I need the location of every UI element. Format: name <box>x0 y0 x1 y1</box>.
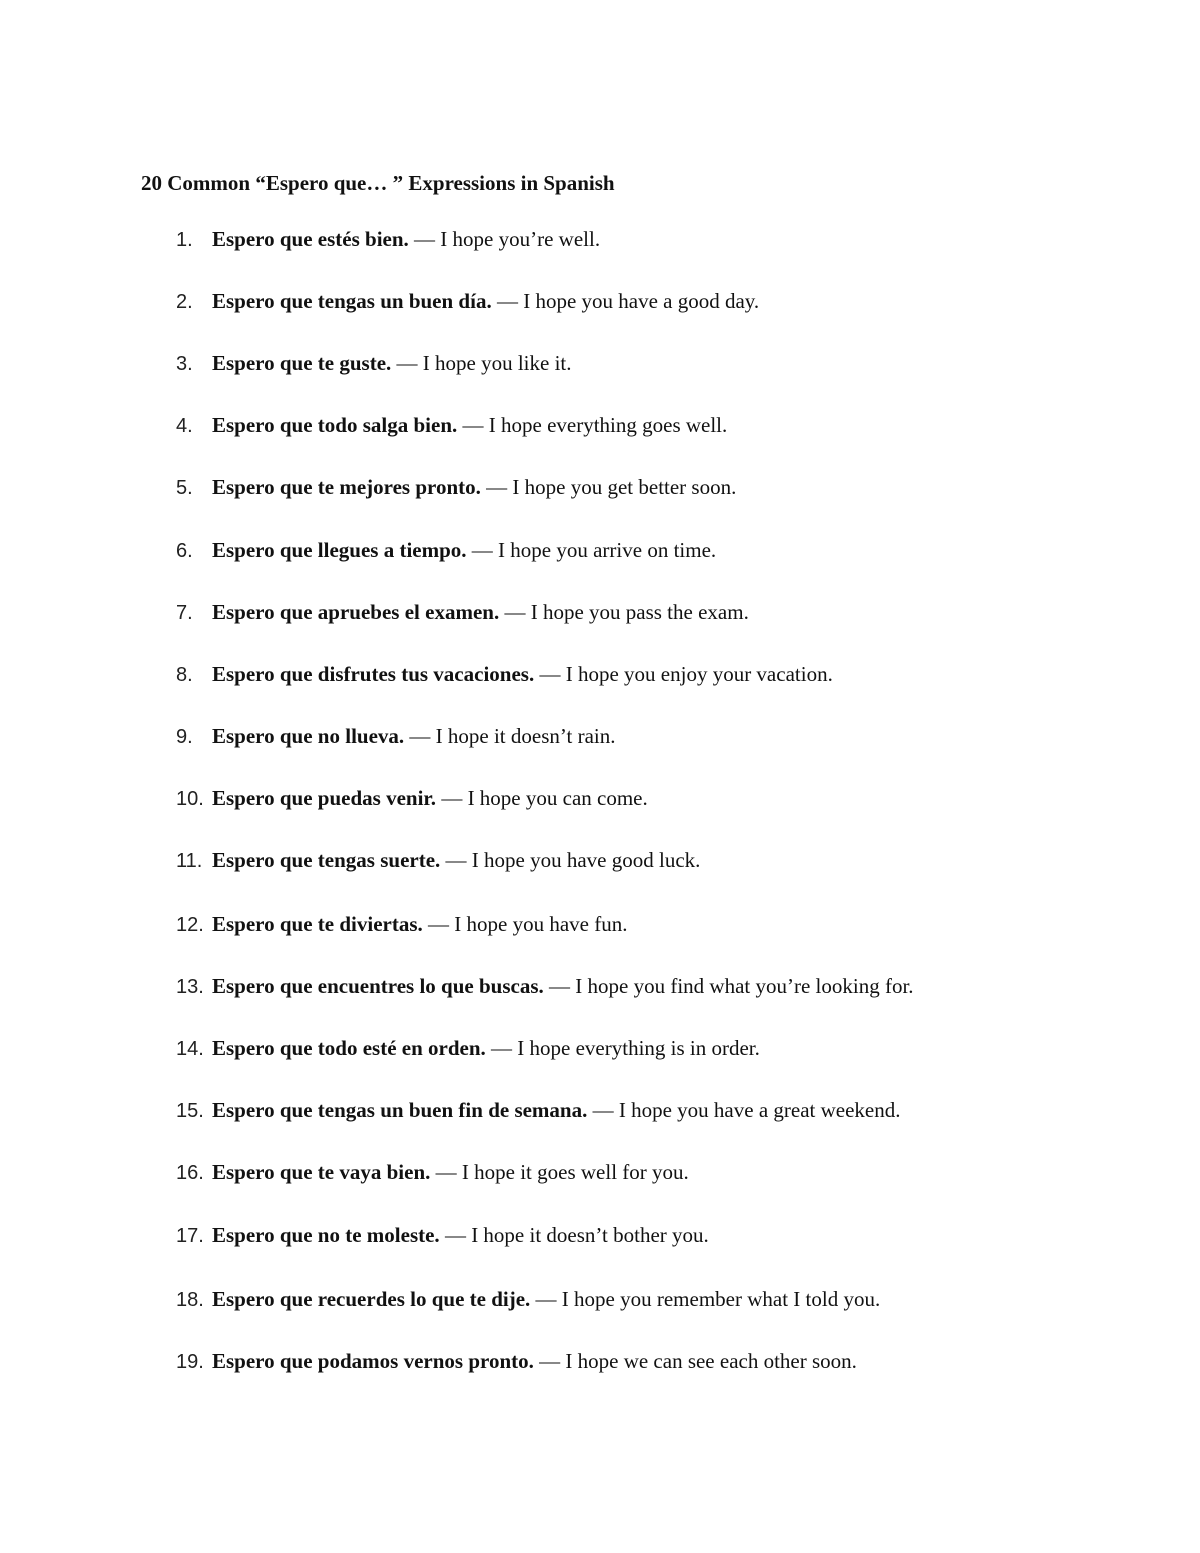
english-translation: — I hope you find what you’re looking for. <box>543 974 914 998</box>
spanish-phrase: Espero que te mejores pronto. <box>212 475 481 499</box>
english-translation: — I hope you have good luck. <box>440 848 701 872</box>
english-translation: — I hope you can come. <box>436 786 648 810</box>
english-translation: — I hope you get better soon. <box>480 475 737 499</box>
spanish-phrase: Espero que tengas un buen día. <box>212 289 492 313</box>
item-number: 6. <box>176 540 193 562</box>
item-number: 9. <box>176 726 193 748</box>
list-item <box>176 783 648 813</box>
english-translation: — I hope it goes well for you. <box>430 1160 689 1184</box>
spanish-phrase: Espero que tengas suerte. <box>212 848 441 872</box>
item-number: 8. <box>176 664 193 686</box>
list-item <box>176 845 700 875</box>
list-item <box>176 410 727 440</box>
list-item <box>176 286 759 316</box>
item-number: 2. <box>176 291 193 313</box>
item-number: 18. <box>176 1289 204 1311</box>
spanish-phrase: Espero que recuerdes lo que te dije. <box>212 1287 531 1311</box>
item-number: 16. <box>176 1162 204 1184</box>
spanish-phrase: Espero que te diviertas. <box>212 912 423 936</box>
spanish-phrase: Espero que todo salga bien. <box>212 413 458 437</box>
item-number: 3. <box>176 353 193 375</box>
spanish-phrase: Espero que te guste. <box>212 351 392 375</box>
list-item <box>176 659 833 689</box>
item-number: 11. <box>176 850 203 872</box>
spanish-phrase: Espero que disfrutes tus vacaciones. <box>212 662 535 686</box>
spanish-phrase: Espero que te vaya bien. <box>212 1160 431 1184</box>
list-item <box>176 1033 760 1063</box>
item-number: 1. <box>176 229 193 251</box>
item-number: 7. <box>176 602 193 624</box>
spanish-phrase: Espero que no te moleste. <box>212 1223 440 1247</box>
english-translation: — I hope you like it. <box>391 351 572 375</box>
english-translation: — I hope it doesn’t rain. <box>404 724 616 748</box>
english-translation: — I hope everything is in order. <box>485 1036 760 1060</box>
list-item <box>176 721 615 751</box>
list-item <box>176 348 572 378</box>
english-translation: — I hope you arrive on time. <box>466 538 717 562</box>
item-number: 15. <box>176 1100 204 1122</box>
spanish-phrase: Espero que llegues a tiempo. <box>212 538 467 562</box>
english-translation: — I hope you enjoy your vacation. <box>534 662 833 686</box>
list-item <box>176 535 716 565</box>
list-item <box>176 1284 880 1314</box>
document-title: 20 Common “Espero que… ” Expressions in Spanish <box>141 171 615 195</box>
spanish-phrase: Espero que encuentres lo que buscas. <box>212 974 544 998</box>
list-item <box>176 971 914 1001</box>
list-item <box>176 472 736 502</box>
list-item <box>176 1157 689 1187</box>
item-number: 14. <box>176 1038 204 1060</box>
item-number: 4. <box>176 415 193 437</box>
item-number: 17. <box>176 1225 204 1247</box>
list-item <box>176 1220 709 1250</box>
item-number: 19. <box>176 1351 204 1373</box>
item-number: 13. <box>176 976 204 998</box>
list-item <box>176 909 627 939</box>
english-translation: — I hope it doesn’t bother you. <box>439 1223 709 1247</box>
english-translation: — I hope you remember what I told you. <box>530 1287 881 1311</box>
list-item <box>176 224 600 254</box>
item-number: 5. <box>176 477 193 499</box>
list-item <box>176 1095 900 1125</box>
english-translation: — I hope we can see each other soon. <box>533 1349 857 1373</box>
spanish-phrase: Espero que puedas venir. <box>212 786 437 810</box>
spanish-phrase: Espero que todo esté en orden. <box>212 1036 486 1060</box>
english-translation: — I hope you have a good day. <box>491 289 760 313</box>
english-translation: — I hope you have a great weekend. <box>587 1098 901 1122</box>
spanish-phrase: Espero que no llueva. <box>212 724 405 748</box>
english-translation: — I hope you’re well. <box>408 227 601 251</box>
english-translation: — I hope everything goes well. <box>457 413 728 437</box>
spanish-phrase: Espero que apruebes el examen. <box>212 600 500 624</box>
spanish-phrase: Espero que podamos vernos pronto. <box>212 1349 534 1373</box>
spanish-phrase: Espero que estés bien. <box>212 227 409 251</box>
spanish-phrase: Espero que tengas un buen fin de semana. <box>212 1098 588 1122</box>
list-item <box>176 1346 857 1376</box>
list-item <box>176 597 749 627</box>
english-translation: — I hope you have fun. <box>422 912 628 936</box>
item-number: 12. <box>176 914 204 936</box>
english-translation: — I hope you pass the exam. <box>499 600 749 624</box>
item-number: 10. <box>176 788 204 810</box>
